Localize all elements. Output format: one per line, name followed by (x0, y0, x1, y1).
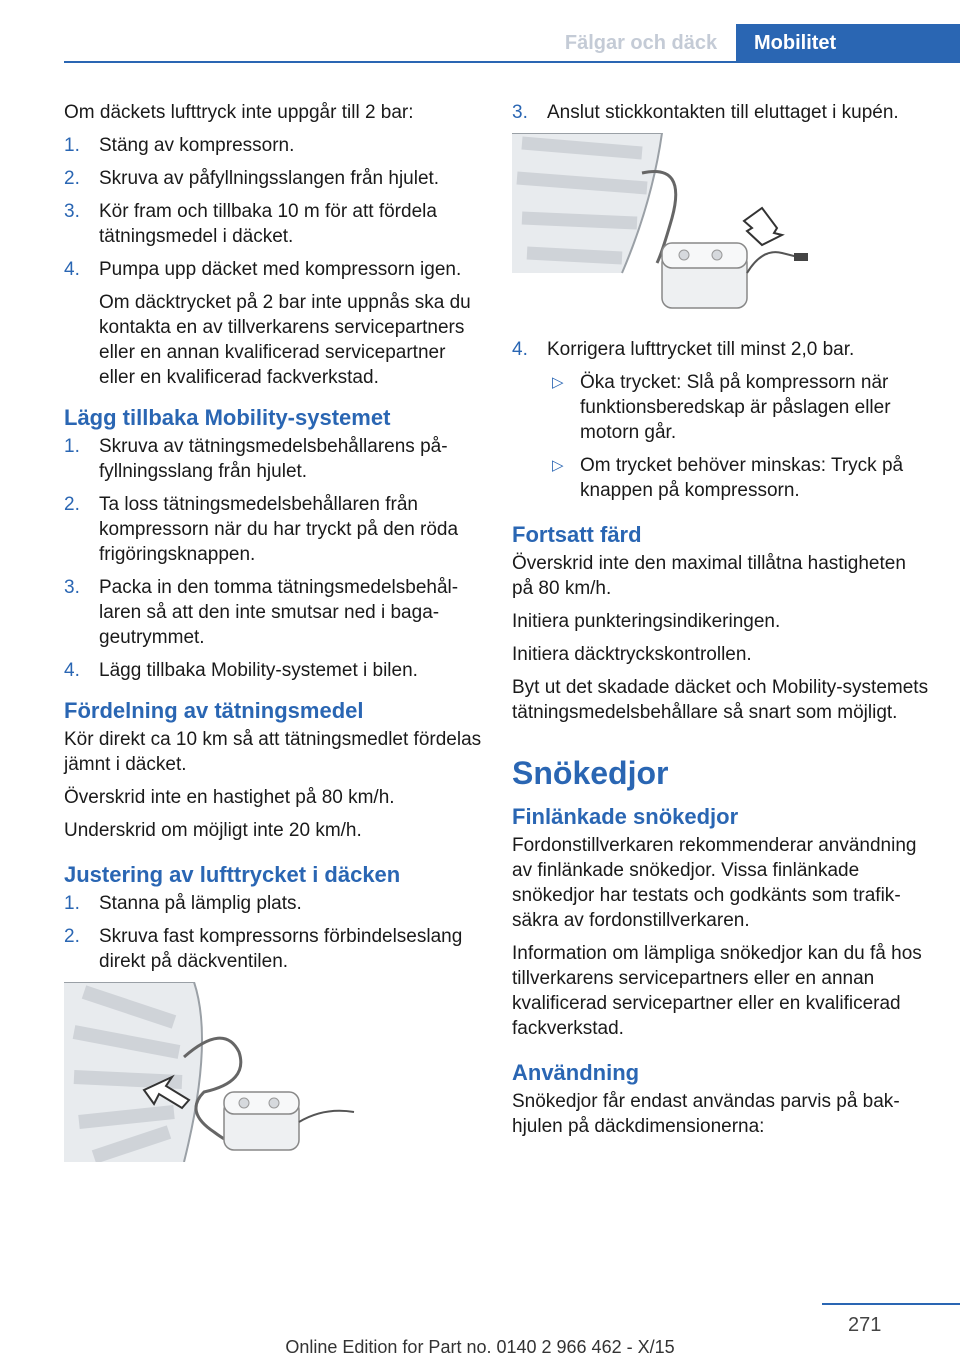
triangle-bullet-icon: ▷ (552, 457, 564, 474)
paragraph: Överskrid inte en hastighet på 80 km/h. (64, 787, 395, 808)
paragraph: Initiera däcktryckskontrollen. (512, 644, 752, 665)
list-item: 2. Skruva av påfyllningsslangen från hjulet. (64, 168, 440, 189)
paragraph: Initiera punkteringsindikeringen. (512, 611, 781, 632)
right-column (512, 100, 930, 1147)
power-socket-illustration (512, 133, 930, 323)
mobility-steps (64, 434, 482, 683)
paragraph: Byt ut det skadade däcket och Mobility-systemets tätningsmedelsbehållare så snart som möjligt. (512, 677, 929, 723)
section-title-mobility: Lägg tillbaka Mobility-systemet (64, 405, 391, 430)
list-item: ▷ Öka trycket: Slå på kompressorn när funktionsberedskap är påslagen eller motorn går. (552, 372, 891, 443)
list-item: 4. Pumpa upp däcket med kompressorn igen. Om däcktrycket på 2 bar inte uppnås ska du kontakta en av tillverkarens servicepartners eller en annan kvalificerad servicepartner eller en kvalificerad fackverkstad. (64, 257, 482, 390)
right-steps-a (512, 100, 930, 125)
header-rule (64, 61, 960, 63)
list-item: 3. Anslut stickkontakten till eluttaget i kupén. (512, 102, 899, 123)
paragraph: Överskrid inte den maximal tillåtna hastigheten på 80 km/h. (512, 553, 906, 599)
list-item: 2. Skruva fast kompressorns förbindelseslang direkt på däckventilen. (64, 926, 463, 972)
section-title-finlankade: Finlänkade snökedjor (512, 804, 739, 829)
compressor-wheel-illustration (64, 982, 482, 1162)
paragraph: Kör direkt ca 10 km så att tätningsmedlet fördelas jämnt i däcket. (64, 729, 482, 775)
list-item: 3. Kör fram och tillbaka 10 m för att fördela tätningsmedel i däcket. (64, 201, 437, 247)
list-item: ▷ Om trycket behöver minskas: Tryck på knappen på kompressorn. (552, 455, 904, 501)
tab-falgar-och-dack[interactable]: Fälgar och däck (546, 24, 736, 62)
page-number: 271 (848, 1314, 882, 1336)
footer-edition: Online Edition for Part no. 0140 2 966 462 - X/15 (285, 1337, 675, 1357)
compressor-illustration-svg (64, 982, 364, 1162)
list-item: 4. Lägg tillbaka Mobility-systemet i bilen. (64, 660, 418, 681)
list-item: 1. Stanna på lämplig plats. (64, 893, 302, 914)
paragraph: Information om lämpliga snökedjor kan du få hos tillverkarens servicepartners eller en annan kvalificerad servicepartner eller en kvalificerad fackverkstad. (512, 943, 922, 1039)
list-item: 1. Skruva av tätningsmedelsbehållarens påfyllningsslang från hjulet. (64, 436, 448, 482)
pressure-bullets (512, 370, 930, 503)
triangle-bullet-icon: ▷ (552, 374, 564, 391)
header-tabs (546, 24, 960, 62)
intro-text: Om däckets lufttryck inte uppgår till 2 bar: (64, 102, 414, 123)
left-column (64, 100, 482, 1176)
list-item: 2. Ta loss tätningsmedelsbehållaren från kompressorn när du har tryckt på den röda frigöringsknappen. (64, 494, 459, 565)
section-title-fordelning: Fördelning av tätningsmedel (64, 698, 364, 723)
section-title-anvandning: Användning (512, 1060, 640, 1085)
socket-illustration-svg (512, 133, 812, 323)
section-title-justering: Justering av lufttrycket i däcken (64, 862, 401, 887)
paragraph: Fordonstillverkaren rekommenderar användning av finlänkade snökedjor. Vissa finlänkade snökedjor har testats och godkänts som trafiksäkra av fordonstillverkaren. (512, 835, 917, 931)
list-item: 4. Korrigera lufttrycket till minst 2,0 bar. (512, 339, 855, 360)
step-note: Om däcktrycket på 2 bar inte uppnås ska du kontakta en av tillverkarens servicepartners eller en annan kvalificerad servicepartner eller en kvalificerad fackverkstad. (99, 292, 471, 388)
list-item: 3. Packa in den tomma tätningsmedelsbehållaren så att den inte smutsar ned i bagageutrymmet. (64, 577, 459, 648)
tab-mobilitet[interactable]: Mobilitet (736, 24, 960, 62)
intro-steps (64, 133, 482, 390)
right-steps-b (512, 337, 930, 362)
justering-steps (64, 891, 482, 974)
paragraph: Snökedjor får endast användas parvis på bakhjulen på däckdimensionerna: (512, 1091, 900, 1137)
section-title-fortsatt: Fortsatt färd (512, 522, 642, 547)
paragraph: Underskrid om möjligt inte 20 km/h. (64, 820, 362, 841)
chapter-title-snokedjor: Snökedjor (512, 755, 669, 791)
list-item: 1. Stäng av kompressorn. (64, 135, 295, 156)
footer-rule (822, 1303, 960, 1305)
